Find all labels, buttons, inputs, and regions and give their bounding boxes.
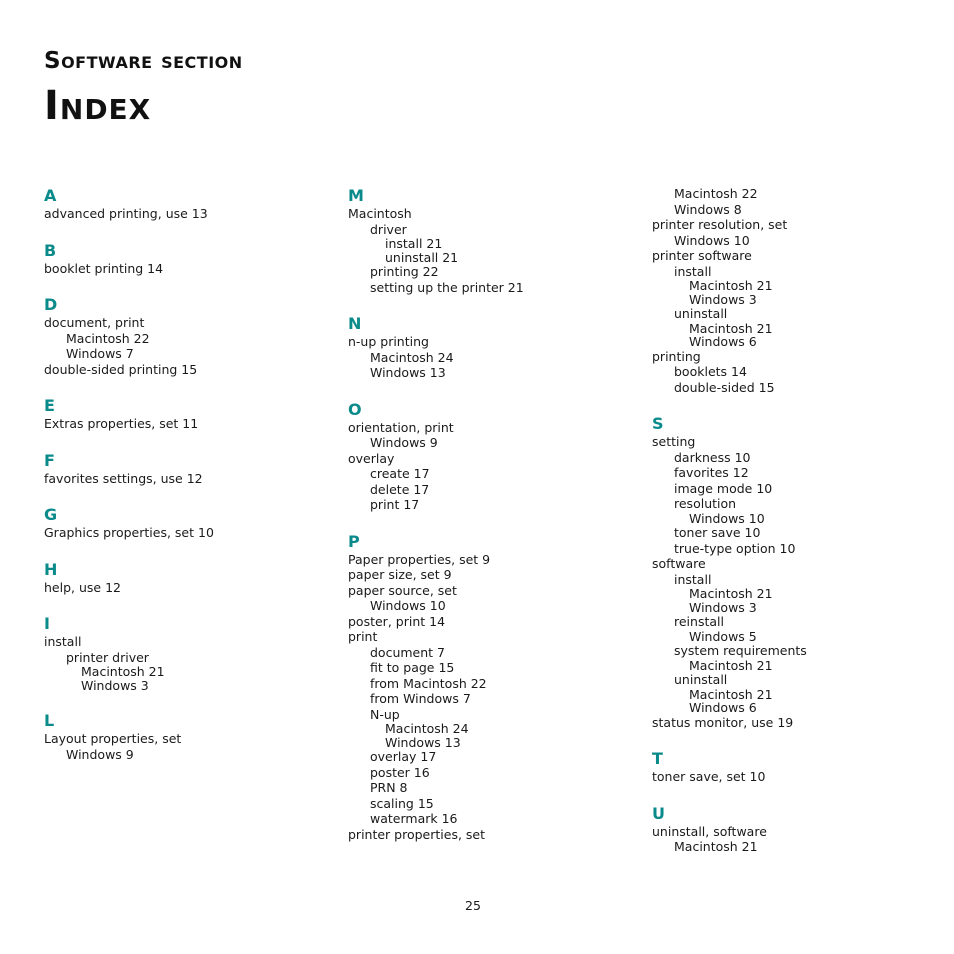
index-subentry: from Macintosh 22 xyxy=(370,675,487,691)
index-subsubentry: Windows 3 xyxy=(689,599,757,615)
index-subentry: printing 22 xyxy=(370,264,439,279)
index-subsubentry: Windows 3 xyxy=(689,291,757,307)
index-subsubentry: Macintosh 21 xyxy=(81,664,165,679)
index-group-p-continued xyxy=(652,186,942,395)
index-letter-u: U xyxy=(652,803,665,823)
index-group-g xyxy=(44,505,334,541)
index-subentry: Macintosh 22 xyxy=(674,186,758,201)
index-group-t xyxy=(652,749,942,785)
index-subsubentry: Windows 13 xyxy=(385,734,461,750)
index-subentry: darkness 10 xyxy=(674,449,751,465)
index-subentry: printer driver xyxy=(66,649,149,665)
index-subsubentry: install 21 xyxy=(385,236,443,251)
index-subentry: Windows 10 xyxy=(674,232,750,248)
index-entry: toner save, set 10 xyxy=(652,769,766,784)
index-subentry: Windows 9 xyxy=(370,435,438,450)
index-entry: overlay xyxy=(348,450,395,466)
index-entry: help, use 12 xyxy=(44,579,121,595)
index-column-3 xyxy=(652,186,942,874)
index-subsubentry: Macintosh 21 xyxy=(689,657,773,673)
index-subentry: Macintosh 24 xyxy=(370,349,454,365)
index-subentry: scaling 15 xyxy=(370,795,434,811)
page-number: 25 xyxy=(465,898,481,913)
index-entry: poster, print 14 xyxy=(348,613,446,629)
index-group-a xyxy=(44,186,334,222)
page-title: Index xyxy=(44,83,152,129)
index-subentry: Windows 10 xyxy=(370,598,446,613)
index-subsubentry: Macintosh 21 xyxy=(689,686,773,702)
index-entry: status monitor, use 19 xyxy=(652,714,794,730)
index-subentry: resolution xyxy=(674,496,737,511)
index-group-b xyxy=(44,241,334,277)
index-subentry: favorites 12 xyxy=(674,465,749,480)
index-letter-d: D xyxy=(44,295,58,314)
index-subentry: reinstall xyxy=(674,614,724,629)
index-subentry: true-type option 10 xyxy=(674,540,796,556)
index-group-s xyxy=(652,414,942,730)
index-entry: paper source, set xyxy=(348,582,457,598)
index-subentry: Macintosh 22 xyxy=(66,330,150,346)
index-subentry: watermark 16 xyxy=(370,811,458,826)
index-subsubentry: Macintosh 21 xyxy=(689,320,773,336)
index-subentry: poster 16 xyxy=(370,764,430,780)
index-subentry: create 17 xyxy=(370,466,430,481)
index-entry: Layout properties, set xyxy=(44,731,182,746)
index-entry: n-up printing xyxy=(348,334,429,349)
index-subentry: document 7 xyxy=(370,644,445,660)
index-letter-b: B xyxy=(44,240,57,260)
index-subsubentry: Windows 6 xyxy=(689,700,757,715)
index-column-1 xyxy=(44,186,334,781)
index-subentry: Windows 13 xyxy=(370,365,446,380)
index-subsubentry: Windows 6 xyxy=(689,334,757,349)
index-letter-l: L xyxy=(44,711,55,730)
index-letter-p: P xyxy=(348,531,360,551)
index-subentry: N-up xyxy=(370,706,400,722)
index-letter-e: E xyxy=(44,396,55,415)
index-subentry: uninstall xyxy=(674,306,728,321)
index-group-o xyxy=(348,400,638,513)
index-subentry: toner save 10 xyxy=(674,525,761,540)
index-group-i xyxy=(44,614,334,692)
index-group-e xyxy=(44,396,334,432)
index-group-n xyxy=(348,314,638,381)
index-subentry: double-sided 15 xyxy=(674,379,775,395)
index-entry: booklet printing 14 xyxy=(44,260,164,276)
index-subsubentry: Macintosh 21 xyxy=(689,586,773,601)
index-subentry: booklets 14 xyxy=(674,364,747,379)
index-entry: document, print xyxy=(44,315,145,330)
index-entry: print xyxy=(348,629,378,644)
index-letter-s: S xyxy=(652,414,664,433)
index-subsubentry: Macintosh 24 xyxy=(385,721,469,736)
index-subsubentry: uninstall 21 xyxy=(385,249,459,265)
index-entry: printing xyxy=(652,348,701,364)
index-group-u xyxy=(652,804,942,855)
index-subentry: driver xyxy=(370,221,407,237)
index-subentry: Windows 8 xyxy=(674,201,742,217)
index-letter-h: H xyxy=(44,559,58,579)
index-entry: install xyxy=(44,634,82,649)
index-subentry: setting up the printer 21 xyxy=(370,279,524,295)
index-letter-g: G xyxy=(44,505,58,524)
index-letter-i: I xyxy=(44,614,50,633)
index-entry: orientation, print xyxy=(348,419,454,435)
index-subentry: delete 17 xyxy=(370,481,430,497)
index-entry: double-sided printing 15 xyxy=(44,361,198,377)
index-letter-t: T xyxy=(652,749,663,768)
index-entry: Paper properties, set 9 xyxy=(348,551,491,567)
index-subentry: image mode 10 xyxy=(674,480,773,496)
index-entry: uninstall, software xyxy=(652,823,767,839)
index-subsubentry: Windows 5 xyxy=(689,628,757,644)
index-entry: printer properties, set xyxy=(348,826,486,842)
index-subentry: Windows 9 xyxy=(66,746,134,762)
index-subentry: install xyxy=(674,571,712,587)
index-group-h xyxy=(44,560,334,596)
index-letter-o: O xyxy=(348,399,362,419)
index-letter-a: A xyxy=(44,186,57,205)
index-entry: advanced printing, use 13 xyxy=(44,206,208,221)
index-letter-f: F xyxy=(44,450,55,470)
index-subsubentry: Windows 3 xyxy=(81,677,149,693)
index-letter-m: M xyxy=(348,186,364,205)
index-group-m xyxy=(348,186,638,295)
index-entry: Extras properties, set 11 xyxy=(44,416,199,431)
index-entry: printer software xyxy=(652,248,752,263)
index-entry: printer resolution, set xyxy=(652,217,788,232)
index-column-2 xyxy=(348,186,638,861)
index-subentry: system requirements xyxy=(674,643,807,658)
index-group-f xyxy=(44,451,334,487)
index-entry: paper size, set 9 xyxy=(348,567,452,582)
index-subentry: Macintosh 21 xyxy=(674,839,758,854)
index-subentry: print 17 xyxy=(370,497,420,512)
index-entry: Macintosh xyxy=(348,206,412,221)
index-subentry: fit to page 15 xyxy=(370,660,455,675)
index-letter-n: N xyxy=(348,314,362,333)
index-group-l xyxy=(44,711,334,762)
index-entry: software xyxy=(652,556,706,571)
index-entry: favorites settings, use 12 xyxy=(44,470,203,486)
index-subentry: overlay 17 xyxy=(370,749,437,764)
index-entry: Graphics properties, set 10 xyxy=(44,525,214,540)
index-subentry: from Windows 7 xyxy=(370,691,471,706)
index-group-d xyxy=(44,295,334,377)
index-entry: setting xyxy=(652,434,696,449)
index-subentry: PRN 8 xyxy=(370,780,408,795)
index-subsubentry: Windows 10 xyxy=(689,510,765,526)
index-subsubentry: Macintosh 21 xyxy=(689,278,773,293)
index-group-p xyxy=(348,532,638,843)
section-title: Software section xyxy=(44,48,243,74)
index-subentry: Windows 7 xyxy=(66,346,134,361)
index-subentry: install xyxy=(674,263,712,279)
index-subentry: uninstall xyxy=(674,672,728,687)
